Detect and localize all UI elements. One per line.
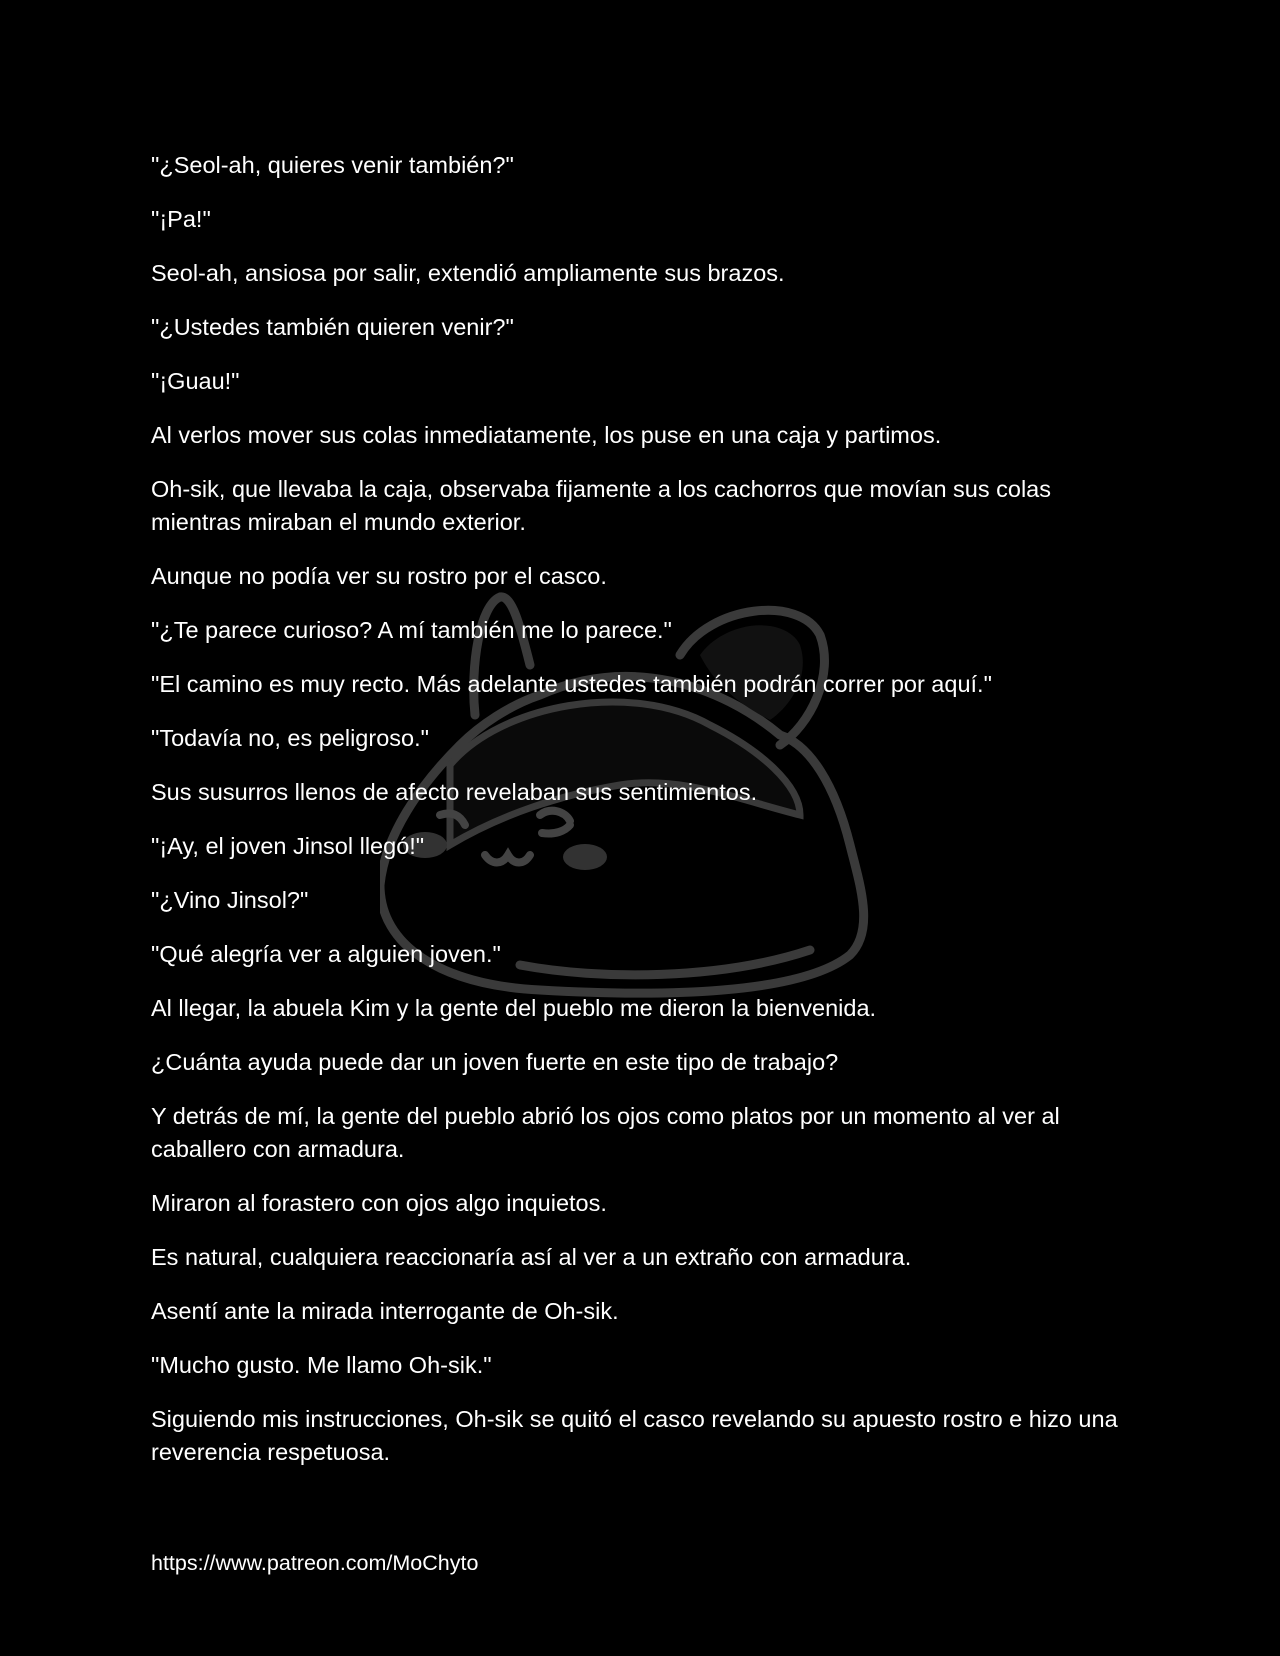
paragraph: Asentí ante la mirada interrogante de Oh-sik. <box>151 1298 619 1324</box>
paragraph: Y detrás de mí, la gente del pueblo abrió los ojos como platos por un momento al ver al caballero con armadura. <box>151 1103 1060 1162</box>
paragraph: "¿Seol-ah, quieres venir también?" <box>151 152 514 178</box>
paragraph: "¡Guau!" <box>151 368 240 394</box>
paragraph: "¿Vino Jinsol?" <box>151 887 309 913</box>
paragraph: Aunque no podía ver su rostro por el casco. <box>151 563 607 589</box>
paragraph: Siguiendo mis instrucciones, Oh-sik se quitó el casco revelando su apuesto rostro e hizo una reverencia respetuosa. <box>151 1406 1118 1465</box>
paragraph: Es natural, cualquiera reaccionaría así al ver a un extraño con armadura. <box>151 1244 912 1270</box>
paragraph: Oh-sik, que llevaba la caja, observaba fijamente a los cachorros que movían sus colas mientras miraban el mundo exterior. <box>151 476 1051 535</box>
paragraph: Al llegar, la abuela Kim y la gente del pueblo me dieron la bienvenida. <box>151 995 877 1021</box>
paragraph: Miraron al forastero con ojos algo inquietos. <box>151 1190 607 1216</box>
story-text <box>151 149 1141 1490</box>
paragraph: Sus susurros llenos de afecto revelaban sus sentimientos. <box>151 779 758 805</box>
paragraph: "Mucho gusto. Me llamo Oh-sik." <box>151 1352 492 1378</box>
paragraph: "Qué alegría ver a alguien joven." <box>151 941 501 967</box>
paragraph: "¡Pa!" <box>151 206 211 232</box>
paragraph: Seol-ah, ansiosa por salir, extendió ampliamente sus brazos. <box>151 260 785 286</box>
paragraph: "¡Ay, el joven Jinsol llegó!" <box>151 833 425 859</box>
paragraph: Al verlos mover sus colas inmediatamente, los puse en una caja y partimos. <box>151 422 942 448</box>
paragraph: "¿Ustedes también quieren venir?" <box>151 314 514 340</box>
paragraph: "¿Te parece curioso? A mí también me lo parece." <box>151 617 672 643</box>
paragraph: "Todavía no, es peligroso." <box>151 725 429 751</box>
patreon-link[interactable]: https://www.patreon.com/MoChyto <box>151 1551 479 1575</box>
paragraph: ¿Cuánta ayuda puede dar un joven fuerte en este tipo de trabajo? <box>151 1049 839 1075</box>
paragraph: "El camino es muy recto. Más adelante ustedes también podrán correr por aquí." <box>151 671 992 697</box>
